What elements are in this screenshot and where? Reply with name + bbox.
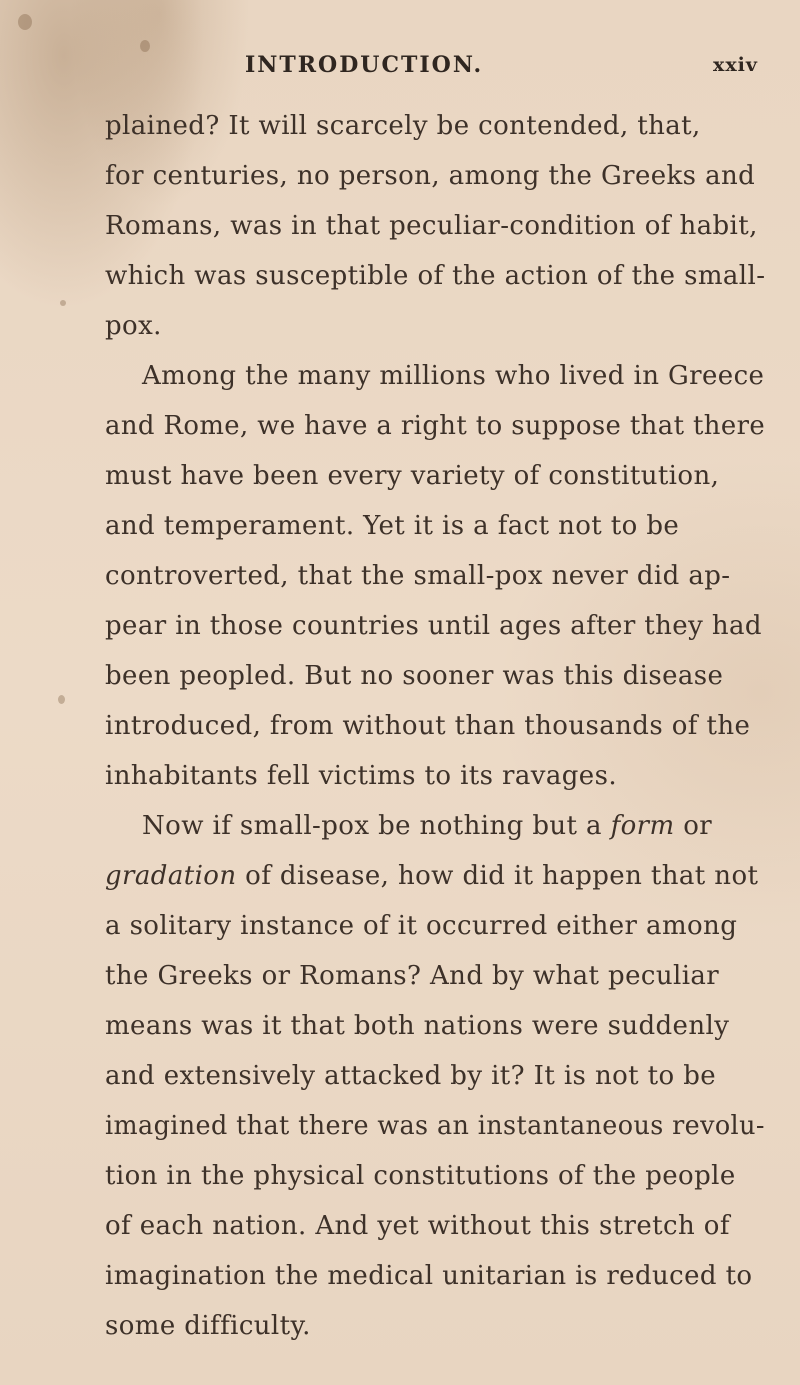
text-line: a solitary instance of it occurred either among (105, 911, 738, 941)
page-number: xxiv (713, 54, 758, 76)
text-line: some difficulty. (105, 1311, 311, 1341)
text-line (105, 861, 758, 891)
text-segment: or (683, 811, 713, 841)
text-line: Romans, was in that peculiar-condition of habit, (105, 211, 758, 241)
italic-term: form (610, 811, 675, 841)
page-header (0, 52, 800, 82)
text-line: imagined that there was an instantaneous revolu- (105, 1111, 765, 1141)
text-line: pear in those countries until ages after they had (105, 611, 762, 641)
foxing-spot (58, 695, 65, 704)
running-title: INTRODUCTION. (245, 52, 484, 78)
text-line: inhabitants fell victims to its ravages. (105, 761, 618, 791)
text-line: introduced, from without than thousands of the (105, 711, 751, 741)
text-line: controverted, that the small-pox never did ap- (105, 561, 731, 591)
foxing-spot (60, 300, 66, 306)
italic-term: gradation (105, 861, 237, 891)
text-line: for centuries, no person, among the Greeks and (105, 161, 756, 191)
text-line: and extensively attacked by it? It is not to be (105, 1061, 717, 1091)
text-line: which was susceptible of the action of the small- (105, 261, 766, 291)
text-line: pox. (105, 311, 162, 341)
text-segment: Now if small-pox be nothing but a (142, 811, 602, 841)
text-line: Among the many millions who lived in Greece (142, 361, 765, 391)
text-line: must have been every variety of constitution, (105, 461, 720, 491)
foxing-spot (18, 14, 32, 30)
text-line: and Rome, we have a right to suppose that there (105, 411, 766, 441)
text-line: and temperament. Yet it is a fact not to be (105, 511, 680, 541)
text-line: the Greeks or Romans? And by what peculiar (105, 961, 720, 991)
text-line: tion in the physical constitutions of the people (105, 1161, 736, 1191)
text-line: means was it that both nations were suddenly (105, 1011, 730, 1041)
foxing-spot (140, 40, 150, 52)
text-segment: of disease, how did it happen that not (245, 861, 759, 891)
text-line: been peopled. But no sooner was this disease (105, 661, 724, 691)
text-line (142, 811, 712, 841)
text-line: imagination the medical unitarian is reduced to (105, 1261, 753, 1291)
text-line: of each nation. And yet without this stretch of (105, 1211, 730, 1241)
text-line: plained? It will scarcely be contended, that, (105, 111, 701, 141)
